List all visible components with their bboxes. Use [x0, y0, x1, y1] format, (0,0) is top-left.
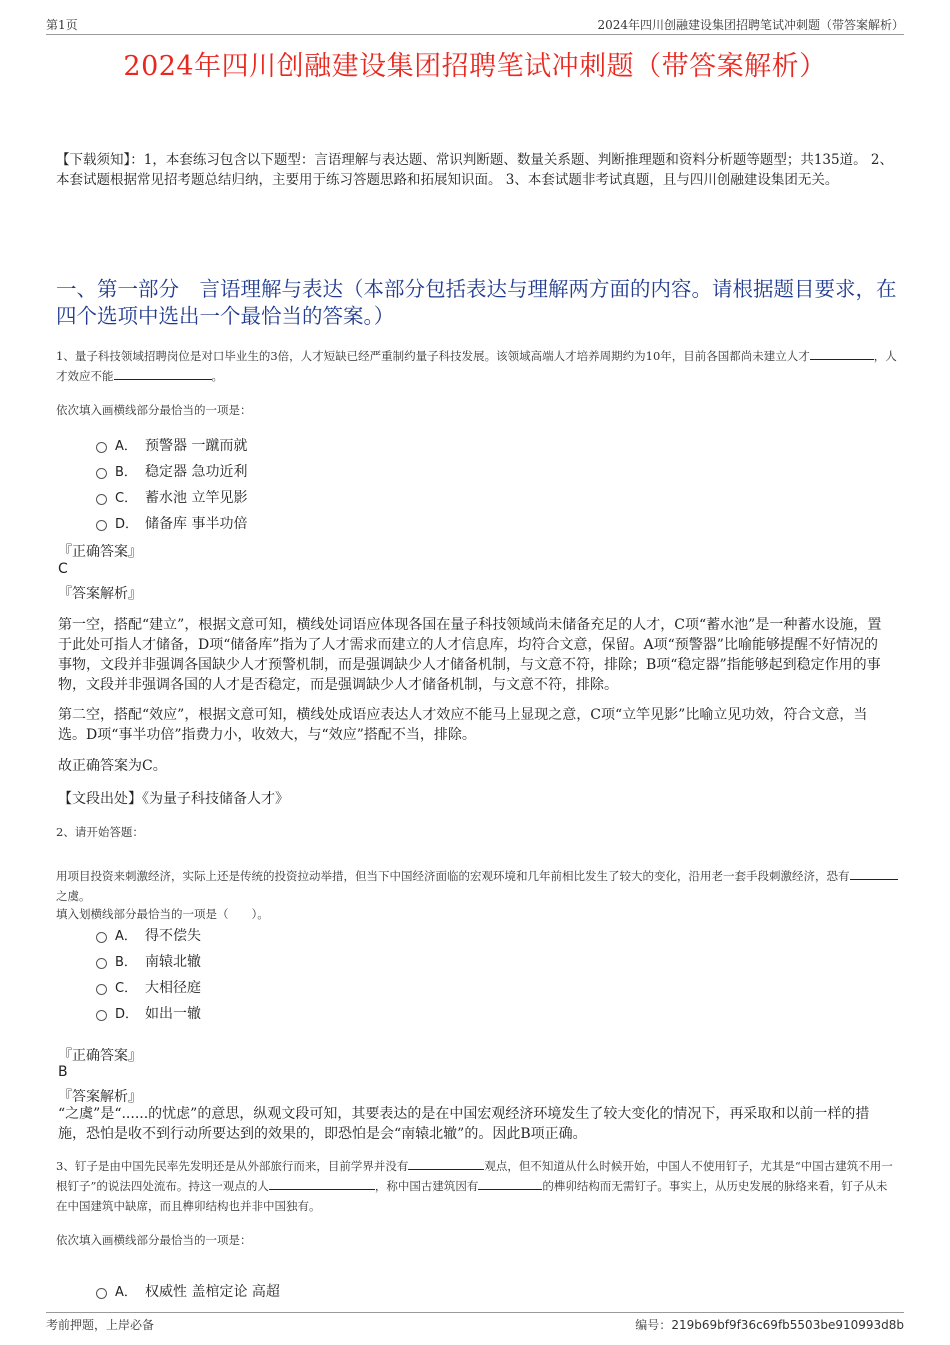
q1-stem: 1、量子科技领域招聘岗位是对口毕业生的3倍，人才短缺已经严重制约量子科技发展。该领域高端人才培养周期约为10年，目前各国都尚未建立人才 ，人才效应不能 。	[56, 346, 898, 386]
q3-blank-2	[269, 1176, 375, 1190]
q1-option-d[interactable]: D． 储备库 事半功倍	[96, 514, 247, 534]
q2-option-c[interactable]: C． 大相径庭	[96, 978, 201, 998]
q2-analysis-label: 『答案解析』	[58, 1089, 142, 1105]
q2-prompt: 填入划横线部分最恰当的一项是（ ）。	[56, 907, 269, 921]
radio-icon[interactable]	[96, 932, 107, 943]
q1-analysis-1: 第一空，搭配“建立”，根据文意可知，横线处词语应体现各国在量子科技领域尚未储备充足的人才，C项“蓄水池”是一种蓄水设施，置于此处可指人才储备，D项“储备库”指为了人才需求而建立的人才信息库，均符合文意，保留。A项“预警器”比喻能够提醒不好情况的事物，文段并非强调各国缺少人才预警机制，而是强调缺少人才储备机制，与文意不符，排除；B项“稳定器”指能够起到稳定作用的事物，文段并非强调各国的人才是否稳定，而是强调缺少人才储备机制，与文意不符，排除。	[58, 617, 882, 693]
q1-option-a[interactable]: A． 预警器 一蹴而就	[96, 436, 247, 456]
q1-analysis-label: 『答案解析』	[58, 586, 142, 602]
q2-answer: B	[58, 1064, 68, 1080]
q1-answer-label: 『正确答案』	[58, 544, 142, 560]
q2-intro: 2、请开始答题：	[56, 825, 144, 839]
document-title: 2024年四川创融建设集团招聘笔试冲刺题（带答案解析）	[123, 51, 827, 82]
q2-analysis: “之虞”是“......的忧虑”的意思，纵观文段可知，其要表达的是在中国宏观经济环境发生了较大变化的情况下，再采取和以前一样的措施，恐怕是收不到行动所要达到的效果的，即恐怕是会“南辕北辙”的。因此B项正确。	[58, 1106, 870, 1142]
q3-option-a[interactable]: A． 权威性 盖棺定论 高超	[96, 1282, 280, 1302]
q3-blank-3	[478, 1176, 542, 1190]
page-header	[46, 14, 904, 35]
radio-icon[interactable]	[96, 1010, 107, 1021]
q2-stem: 用项目投资来刺激经济，实际上还是传统的投资拉动举措，但当下中国经济面临的宏观环境和几年前相比发生了较大的变化，沿用老一套手段刺激经济，恐有之虞。	[56, 866, 898, 906]
radio-icon[interactable]	[96, 1288, 107, 1299]
radio-icon[interactable]	[96, 984, 107, 995]
radio-icon[interactable]	[96, 520, 107, 531]
radio-icon[interactable]	[96, 494, 107, 505]
q1-option-b[interactable]: B． 稳定器 急功近利	[96, 462, 247, 482]
section-title: 一、第一部分 言语理解与表达（本部分包括表达与理解两方面的内容。请根据题目要求，在四个选项中选出一个最恰当的答案。）	[56, 277, 897, 328]
q1-answer: C	[58, 561, 68, 577]
radio-icon[interactable]	[96, 958, 107, 969]
q2-option-a[interactable]: A． 得不偿失	[96, 926, 201, 946]
q1-analysis-2: 第二空，搭配“效应”，根据文意可知，横线处成语应表达人才效应不能马上显现之意，C项“立竿见影”比喻立见功效，符合文意，当选。D项“事半功倍”指费力小，收效大，与“效应”搭配不当，排除。	[58, 707, 868, 743]
page-number: 第1页	[46, 18, 78, 32]
header-doc-title: 2024年四川创融建设集团招聘笔试冲刺题（带答案解析）	[597, 18, 904, 32]
q1-source: 【文段出处】《为量子科技储备人才》	[58, 791, 289, 807]
q3-blank-1	[408, 1156, 484, 1170]
page-footer	[46, 1312, 904, 1331]
q1-blank-2	[114, 366, 212, 380]
q2-option-d[interactable]: D． 如出一辙	[96, 1004, 201, 1024]
q3-prompt: 依次填入画横线部分最恰当的一项是：	[56, 1233, 252, 1247]
q1-option-c[interactable]: C． 蓄水池 立竿见影	[96, 488, 247, 508]
radio-icon[interactable]	[96, 468, 107, 479]
q3-stem: 3、钉子是由中国先民率先发明还是从外部旅行而来，目前学界并没有 观点，但不知道从什么时候开始，中国人不使用钉子，尤其是“中国古建筑不用一根钉子”的说法四处流布。持这一观点的人 ，称中国古建筑因有 的榫卯结构而无需钉子。事实上，从历史发展的脉络来看，钉子从未在中国建筑中缺席，而且榫卯结构也并非中国独有。	[56, 1156, 898, 1216]
q2-answer-label: 『正确答案』	[58, 1048, 142, 1064]
footer-code: 编号：219b69bf9f36c69fb5503be910993d8b	[635, 1318, 904, 1332]
q1-prompt: 依次填入画横线部分最恰当的一项是：	[56, 403, 252, 417]
q2-blank	[850, 866, 898, 880]
q1-blank-1	[810, 346, 874, 360]
q2-option-b[interactable]: B． 南辕北辙	[96, 952, 201, 972]
download-notice: 【下载须知】：1，本套练习包含以下题型：言语理解与表达题、常识判断题、数量关系题、判断推理题和资料分析题等题型；共135道。 2、本套试题根据常见招考题总结归纳，主要用于练习答题思路和拓展知识面。 3、本套试题非考试真题，且与四川创融建设集团无关。	[56, 152, 893, 188]
footer-slogan: 考前押题，上岸必备	[46, 1318, 155, 1332]
radio-icon[interactable]	[96, 442, 107, 453]
q1-conclusion: 故正确答案为C。	[58, 758, 167, 774]
